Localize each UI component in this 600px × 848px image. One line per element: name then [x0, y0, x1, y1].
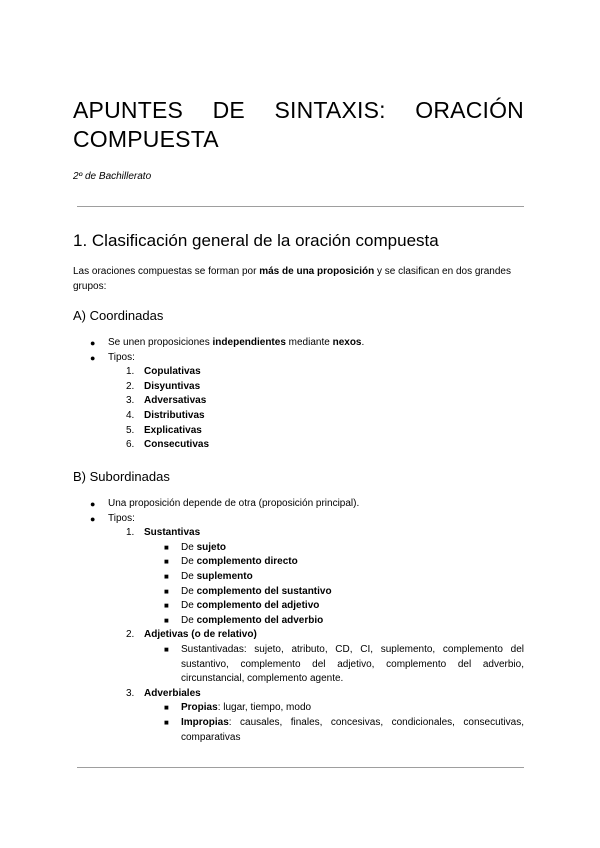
divider: [77, 206, 524, 207]
list-item: 6. Consecutivas: [126, 439, 210, 451]
list-item: ■ De sujeto: [73, 541, 524, 556]
square-bullet-icon: ■: [164, 601, 169, 611]
subsection-heading-subordinadas: B) Subordinadas: [73, 469, 170, 484]
list-subordinadas: [73, 497, 524, 745]
square-bullet-icon: ■: [164, 703, 169, 713]
list-item: 2. Adjetivas (o de relativo): [126, 629, 257, 641]
square-bullet-icon: ■: [164, 644, 169, 654]
list-item: 2. Disyuntivas: [126, 380, 201, 392]
bullet-icon: ●: [90, 499, 96, 509]
list-item: 1. Copulativas: [126, 366, 201, 378]
list-item: ■ Sustantivadas: sujeto, atributo, CD, CI, suplemento, complemento del sustantivo, complemento del adjetivo, complemento del adverbio, circunstancial, complemento agente.: [164, 643, 524, 685]
list-coordinadas: [73, 336, 524, 453]
square-bullet-icon: ■: [164, 586, 169, 596]
list-item: ● Tipos:: [73, 512, 524, 527]
title-line2: COMPUESTA: [73, 126, 219, 152]
title-word: DE: [212, 97, 245, 123]
bullet-icon: ●: [90, 352, 96, 363]
title-word: SINTAXIS:: [274, 97, 386, 123]
list-item: 1. Sustantivas: [126, 527, 201, 539]
square-bullet-icon: ■: [164, 542, 169, 552]
square-bullet-icon: ■: [164, 615, 169, 625]
subsection-heading-coordinadas: A) Coordinadas: [73, 308, 164, 323]
list-item: ■ De suplemento: [73, 570, 524, 585]
list-item: ■ Propias: lugar, tiempo, modo: [73, 701, 524, 716]
list-item: 3. Adversativas: [126, 395, 207, 407]
bullet-icon: ●: [90, 338, 96, 348]
list-item: ● Una proposición depende de otra (proposición principal).: [73, 497, 524, 512]
list-item: 5. Explicativas: [126, 424, 202, 436]
title-word: APUNTES: [73, 97, 184, 123]
list-item: ● Tipos:: [73, 351, 524, 366]
page-title: [73, 96, 524, 154]
title-word: ORACIÓN: [415, 97, 524, 123]
list-item: ■ De complemento del adverbio: [73, 614, 524, 629]
section-heading: 1. Clasificación general de la oración compuesta: [73, 231, 439, 250]
list-item: ■ De complemento del adjetivo: [73, 599, 524, 614]
divider: [77, 767, 524, 768]
intro-paragraph: Las oraciones compuestas se forman por más de una proposición y se clasifican en dos grandes grupos:: [73, 266, 511, 292]
square-bullet-icon: ■: [164, 717, 169, 727]
list-item: ■ De complemento del sustantivo: [73, 585, 524, 600]
square-bullet-icon: ■: [164, 571, 169, 581]
list-item: 4. Distributivas: [126, 409, 205, 421]
list-item: ● Se unen proposiciones independientes mediante nexos.: [73, 336, 524, 351]
bullet-icon: ●: [90, 513, 96, 524]
square-bullet-icon: ■: [164, 557, 169, 567]
list-item: ■ De complemento directo: [73, 555, 524, 570]
list-item: 3. Adverbiales: [126, 687, 201, 699]
list-item: ■ Impropias: causales, finales, concesivas, condicionales, consecutivas, comparativas: [164, 716, 524, 743]
subtitle: 2º de Bachillerato: [73, 171, 152, 182]
